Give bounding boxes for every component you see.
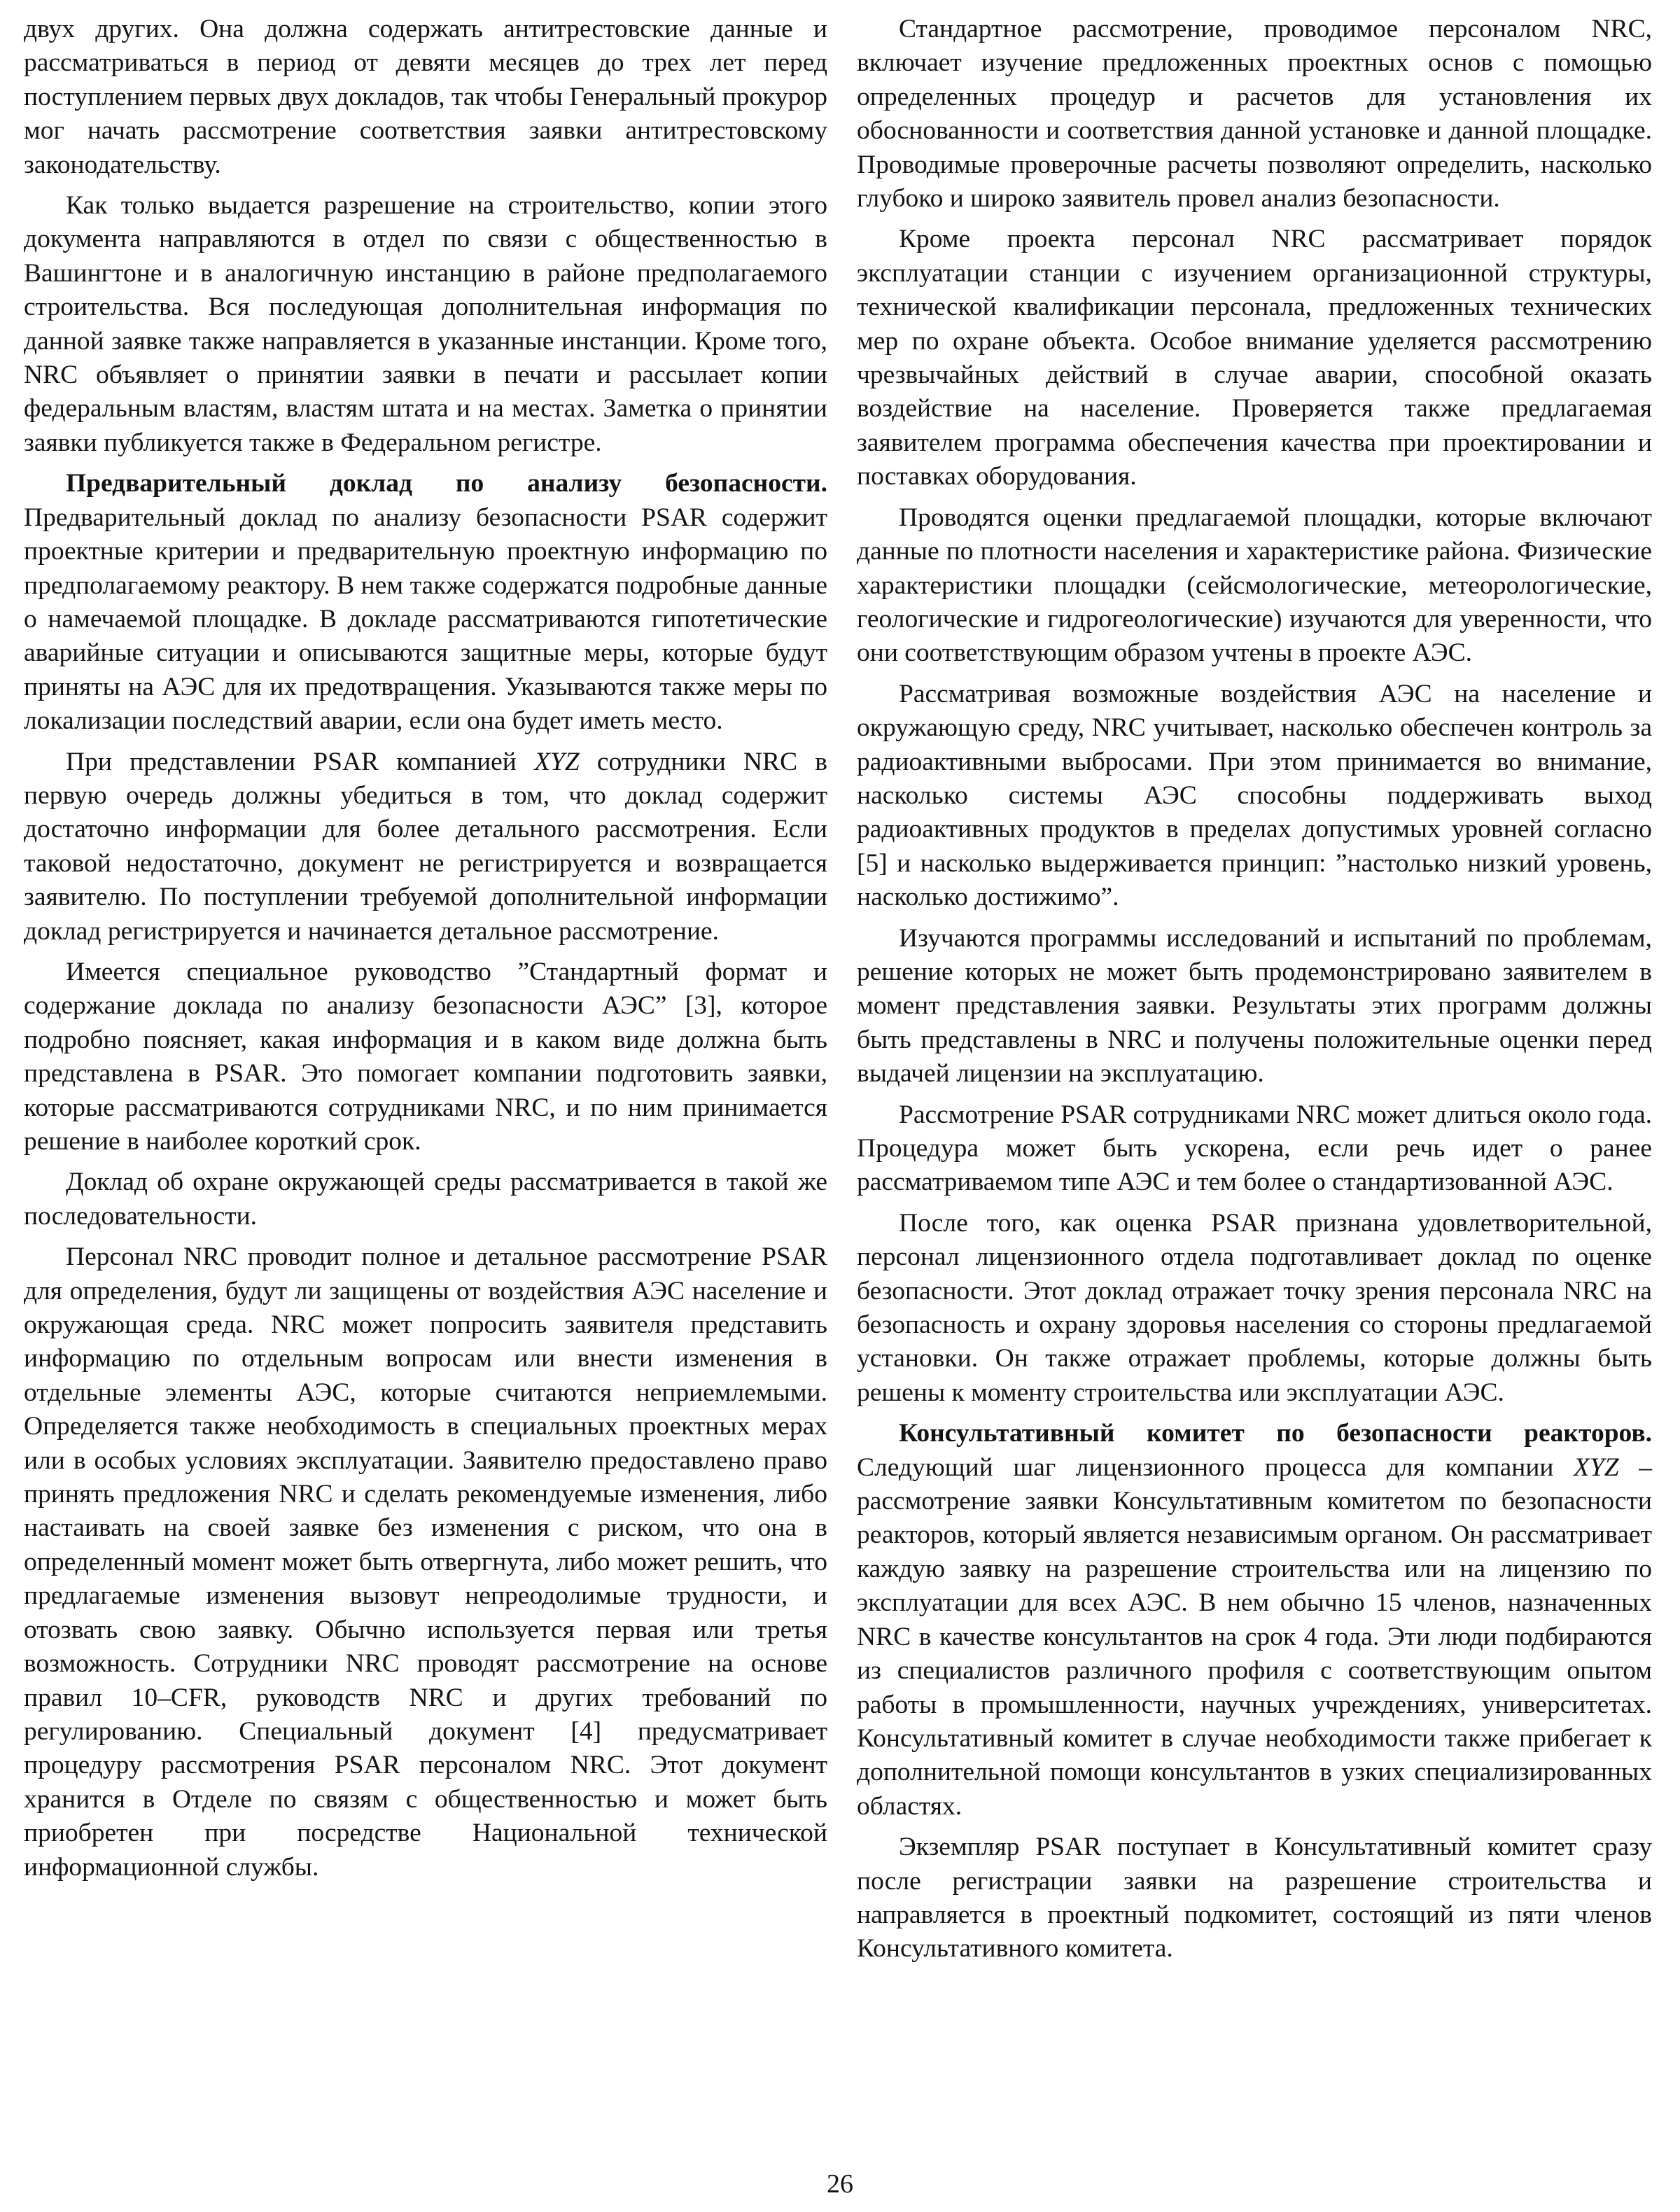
paragraph: Кроме проекта персонал NRC рассматривает порядок эксплуатации станции с изучением организационной структуры, технической квалификации персонала, предложенных технических мер по охране объекта. Особое внимание уделяется рассмотрению чрезвычайных действий в случае аварии, способной оказать воздействие на население. Проверяется также предлагаемая заявителем программа обеспечения качества при проектировании и поставках оборудования. (857, 225, 1652, 491)
paragraph-text: Предварительный доклад по анализу безопасности PSAR содержит проектные критерии и предварительную проектную информацию по предполагаемому реактору. В нем также содержатся подробные данные о намечаемой площадке. В докладе рассматриваются гипотетические аварийные ситуации и описываются защитные меры, которые будут приняты на АЭС для их предотвращения. Указываются также меры по локализации последствий аварии, если она будет иметь место. (24, 503, 827, 736)
page-number: 26 (827, 2169, 853, 2199)
company-name: XYZ (1574, 1452, 1619, 1482)
paragraph: Доклад об охране окружающей среды рассматривается в такой же последовательности. (24, 1168, 827, 1231)
paragraph: Имеется специальное руководство ”Стандартный формат и содержание доклада по анализу безопасности АЭС” [3], которое подробно поясняет, какая информация и в каком виде должна быть представлена в PSAR. Это помогает компании подготовить заявки, которые рассматриваются сотрудниками NRC, и по ним принимается решение в наиболее короткий срок. (24, 957, 827, 1156)
paragraph: Стандартное рассмотрение, проводимое персоналом NRC, включает изучение предложенных проектных основ с помощью определенных процедур и расчетов для установления их обоснованности и соответствия данной установке и данной площадке. Проводимые проверочные расчеты позволяют определить, насколько глубоко и широко заявитель провел анализ безопасности. (857, 15, 1652, 214)
paragraph-text: При представлении PSAR компанией (66, 747, 535, 776)
paragraph: После того, как оценка PSAR признана удовлетворительной, персонал лицензионного отдела подготавливает доклад по оценке безопасности. Этот доклад отражает точку зрения персонала NRC на безопасность и охрану здоровья населения со стороны предлагаемой установки. Он также отражает проблемы, которые должны быть решены к моменту строительства или эксплуатации АЭС. (857, 1208, 1652, 1407)
paragraph-text: сотрудники NRC в первую очередь должны убедиться в том, что доклад содержит достаточно информации для более детального рассмотрения. Если таковой недостаточно, документ не регистрируется и возвращается заявителю. По поступлении требуемой дополнительной информации доклад регистрируется и начинается детальное рассмотрение. (24, 747, 827, 946)
paragraph-text: – рассмотрение заявки Консультативным комитетом по безопасности реакторов, который является независимым органом. Он рассматривает каждую заявку на разрешение строительства или на лицензию по эксплуатации для всех АЭС. В нем обычно 15 членов, назначенных NRC в качестве консультантов на срок 4 года. Эти люди подбираются из специалистов различного профиля с соответствующим опытом работы в промышленности, научных учреждениях, университетах. Консультативный комитет в случае необходимости также прибегает к дополнительной помощи консультантов в узких специализированных областях. (857, 1452, 1653, 1821)
company-name: XYZ (534, 747, 580, 776)
paragraph: Рассмотрение PSAR сотрудниками NRC может длиться около года. Процедура может быть ускорена, если речь идет о ранее рассматриваемом типе АЭС и тем более о стандартизованной АЭС. (857, 1100, 1652, 1197)
paragraph (24, 746, 827, 948)
paragraph-text: Следующий шаг лицензионного процесса для компании (857, 1452, 1574, 1482)
paragraph (857, 1417, 1652, 1823)
section-heading-psar: Предварительный доклад по анализу безопасности. (66, 469, 827, 498)
paragraph: Проводятся оценки предлагаемой площадки, которые включают данные по плотности населения и характеристике района. Физические характеристики площадки (сейсмологические, метеорологические, геологические и гидрогеологические) изучаются для уверенности, что они соответствующим образом учтены в проекте АЭС. (857, 503, 1652, 668)
paragraph: Экземпляр PSAR поступает в Консультативный комитет сразу после регистрации заявки на разрешение строительства и направляется в проектный подкомитет, состоящий из пяти членов Консультативного комитета. (857, 1833, 1652, 1963)
paragraph: Изучаются программы исследований и испытаний по проблемам, решение которых не может быть продемонстрировано заявителем в момент представления заявки. Результаты этих программ должны быть представлены в NRC и получены положительные оценки перед выдачей лицензии на эксплуатацию. (857, 923, 1652, 1088)
left-column (24, 13, 827, 1891)
right-column (857, 13, 1652, 1973)
paragraph (24, 467, 827, 738)
paragraph: Рассматривая возможные воздействия АЭС на население и окружающую среду, NRC учитывает, насколько обеспечен контроль за радиоактивными выбросами. При этом принимается во внимание, насколько системы АЭС способны поддерживать выход радиоактивных продуктов в пределах допустимых уровней согласно [5] и насколько выдерживается принцип: ”настолько низкий уровень, насколько достижимо”. (857, 679, 1652, 912)
paragraph: Как только выдается разрешение на строительство, копии этого документа направляются в отдел по связи с общественностью в Вашингтоне и в аналогичную инстанцию в районе предполагаемого строительства. Вся последующая дополнительная информация по данной заявке также направляется в указанные инстанции. Кроме того, NRC объявляет о принятии заявки в печати и рассылает копии федеральным властям, властям штата и на местах. Заметка о принятии заявки публикуется также в Федеральном регистре. (24, 191, 827, 457)
paragraph: двух других. Она должна содержать антитрестовские данные и рассматриваться в период от девяти месяцев до трех лет перед поступлением первых двух докладов, так чтобы Генеральный прокурор мог начать рассмотрение соответствия заявки антитрестовскому законодательству. (24, 15, 827, 179)
section-heading-acrs: Консультативный комитет по безопасности реакторов. (899, 1419, 1652, 1448)
paragraph: Персонал NRC проводит полное и детальное рассмотрение PSAR для определения, будут ли защищены от воздействия АЭС население и окружающая среда. NRC может попросить заявителя представить информацию по отдельным вопросам или внести изменения в отдельные элементы АЭС, которые считаются неприемлемыми. Определяется также необходимость в специальных проектных мерах или в особых условиях эксплуатации. Заявителю предоставлено право принять предложения NRC и сделать рекомендуемые изменения, либо настаивать на своей заявке без изменения с риском, что она в определенный момент может быть отвергнута, либо может решить, что предлагаемые изменения вызовут непреодолимые трудности, и отозвать свою заявку. Обычно используется первая или третья возможность. Сотрудники NRC проводят рассмотрение на основе правил 10–CFR, руководств NRC и других требований по регулированию. Специальный документ [4] предусматривает процедуру рассмотрения PSAR персоналом NRC. Этот документ хранится в Отделе по связям с общественностью и может быть приобретен при посредстве Национальной технической информационной службы. (24, 1242, 827, 1882)
